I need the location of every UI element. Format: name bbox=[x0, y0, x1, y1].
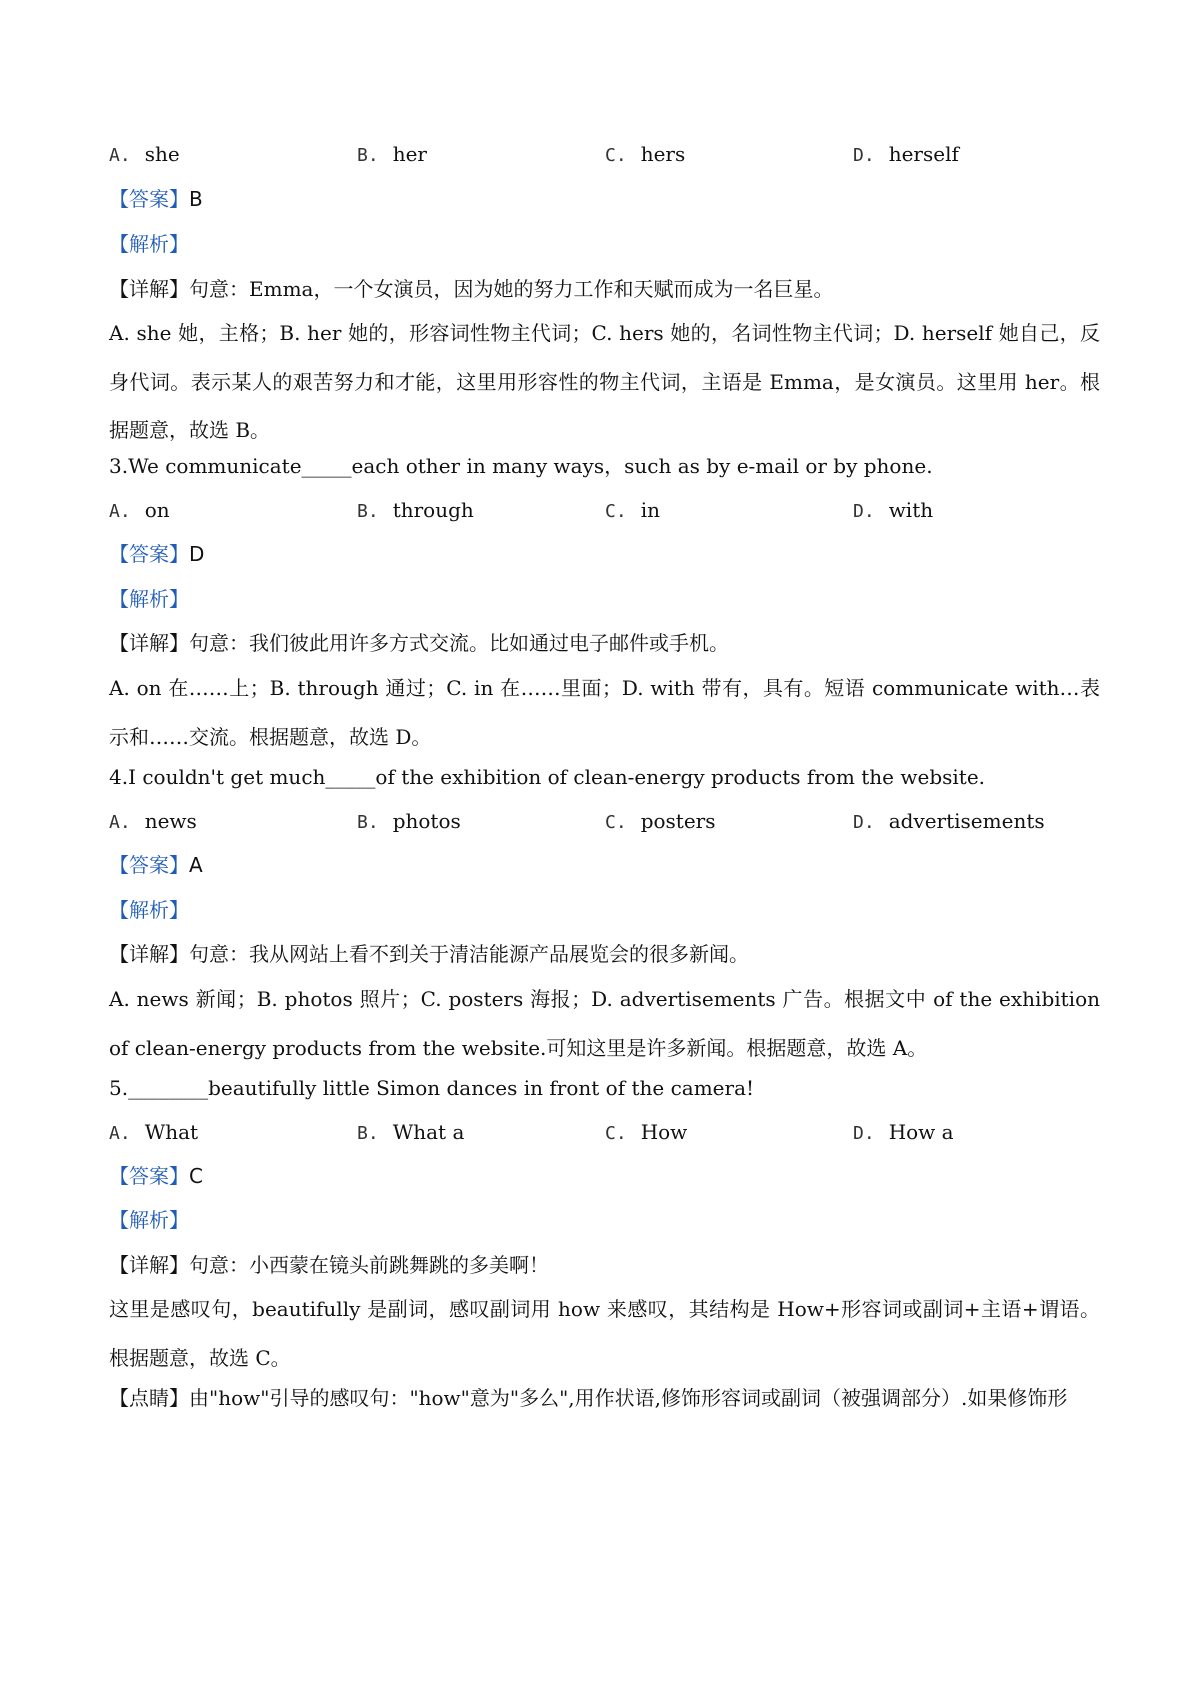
q2-option-d[interactable]: D. herself bbox=[853, 142, 959, 166]
q4-explanation: A. news 新闻；B. photos 照片；C. posters 海报；D. advertisements 广告。根据文中 of the exhibition of clean-energy products from the website.可知这里是许多新闻。根据题意，故选 A。 bbox=[109, 987, 1100, 1060]
q3-question: 3.We communicate_____each other in many ways，such as by e-mail or by phone. bbox=[109, 454, 933, 478]
q3-analysis-label: 【解析】 bbox=[109, 587, 189, 611]
q3-option-b[interactable]: B. through bbox=[357, 498, 474, 522]
q2-detail: 【详解】句意：Emma，一个女演员，因为她的努力工作和天赋而成为一名巨星。 bbox=[109, 277, 834, 301]
q2-answer: 【答案】B bbox=[109, 187, 203, 211]
q2-options bbox=[109, 142, 1109, 166]
q3-explanation: A. on 在……上；B. through 通过；C. in 在……里面；D. with 带有，具有。短语 communicate with…表示和……交流。根据题意，故选 D。 bbox=[109, 676, 1100, 749]
q3-answer: 【答案】D bbox=[109, 542, 205, 566]
q3-option-d[interactable]: D. with bbox=[853, 498, 934, 522]
q5-detail: 【详解】句意：小西蒙在镜头前跳舞跳的多美啊！ bbox=[109, 1253, 549, 1277]
q5-explanation: 这里是感叹句，beautifully 是副词，感叹副词用 how 来感叹，其结构是 How+形容词或副词+主语+谓语。根据题意，故选 C。 bbox=[109, 1297, 1100, 1370]
q5-option-a[interactable]: A. What bbox=[109, 1120, 199, 1144]
q4-option-d[interactable]: D. advertisements bbox=[853, 809, 1045, 833]
q4-option-c[interactable]: C. posters bbox=[605, 809, 716, 833]
q4-option-a[interactable]: A. news bbox=[109, 809, 197, 833]
q5-option-c[interactable]: C. How bbox=[605, 1120, 688, 1144]
q3-option-c[interactable]: C. in bbox=[605, 498, 660, 522]
q3-options bbox=[109, 498, 1109, 522]
q5-question: 5.________beautifully little Simon dances in front of the camera! bbox=[109, 1076, 755, 1100]
q4-option-b[interactable]: B. photos bbox=[357, 809, 461, 833]
q2-analysis-label: 【解析】 bbox=[109, 232, 189, 256]
q2-explanation: A. she 她，主格；B. her 她的，形容词性物主代词；C. hers 她的，名词性物主代词；D. herself 她自己，反身代词。表示某人的艰苦努力和才能，这里用形容性的物主代词，主语是 Emma，是女演员。这里用 her。根据题意，故选 B。 bbox=[109, 321, 1100, 442]
q5-answer: 【答案】C bbox=[109, 1164, 203, 1188]
q2-option-a[interactable]: A. she bbox=[109, 142, 180, 166]
q5-tip: 【点睛】由"how"引导的感叹句："how"意为"多么",用作状语,修饰形容词或副词（被强调部分）.如果修饰形 bbox=[109, 1386, 1068, 1410]
q2-option-c[interactable]: C. hers bbox=[605, 142, 686, 166]
q4-question: 4.I couldn't get much_____of the exhibition of clean-energy products from the website. bbox=[109, 765, 986, 789]
q5-analysis-label: 【解析】 bbox=[109, 1208, 189, 1232]
q3-option-a[interactable]: A. on bbox=[109, 498, 170, 522]
q5-option-b[interactable]: B. What a bbox=[357, 1120, 465, 1144]
q3-detail: 【详解】句意：我们彼此用许多方式交流。比如通过电子邮件或手机。 bbox=[109, 631, 729, 655]
q4-options bbox=[109, 809, 1109, 833]
q2-option-b[interactable]: B. her bbox=[357, 142, 427, 166]
q4-detail: 【详解】句意：我从网站上看不到关于清洁能源产品展览会的很多新闻。 bbox=[109, 942, 749, 966]
q4-answer: 【答案】A bbox=[109, 853, 203, 877]
q5-option-d[interactable]: D. How a bbox=[853, 1120, 954, 1144]
q5-options bbox=[109, 1120, 1109, 1144]
q4-analysis-label: 【解析】 bbox=[109, 898, 189, 922]
